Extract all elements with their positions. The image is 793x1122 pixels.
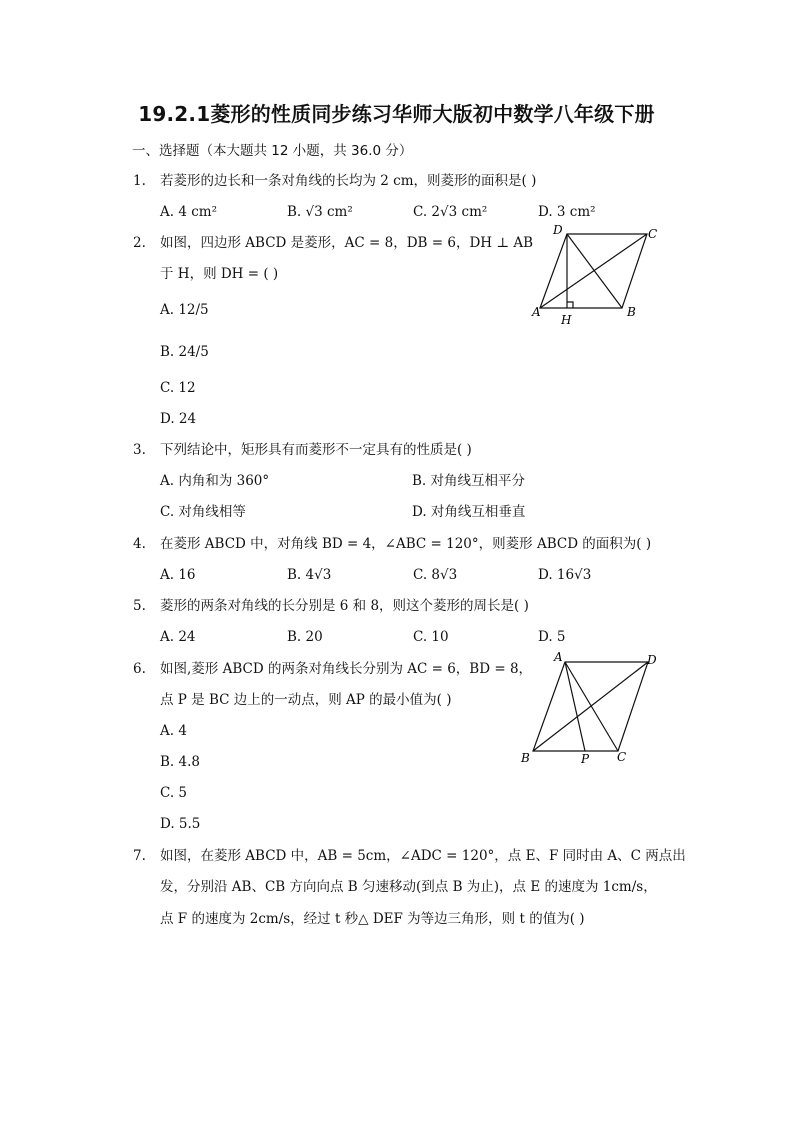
question-stem-line2: 发，分别沿 AB、CB 方向向点 B 匀速移动(到点 B 为止)，点 E 的速度为 1cm/s， bbox=[160, 879, 657, 895]
label-c: C bbox=[648, 227, 658, 241]
label-p: P bbox=[581, 752, 590, 766]
question-stem: 在菱形 ABCD 中，对角线 BD = 4，∠ABC = 120°，则菱形 ABCD 的面积为( ) bbox=[160, 536, 652, 552]
label-b: B bbox=[627, 305, 636, 319]
diagonal-bd bbox=[533, 662, 648, 751]
option-c: C. 12 bbox=[160, 380, 196, 396]
question-stem: 菱形的两条对角线的长分别是 6 和 8，则这个菱形的周长是( ) bbox=[160, 598, 529, 614]
label-h: H bbox=[561, 313, 572, 327]
option-b: B. 对角线互相平分 bbox=[412, 473, 526, 489]
question-stem-line2: 于 H，则 DH = ( ) bbox=[160, 266, 279, 282]
option-d: D. 3 cm² bbox=[538, 204, 596, 220]
option-d: D. 16√3 bbox=[538, 567, 592, 583]
option-c: C. 8√3 bbox=[413, 567, 458, 583]
label-b: B bbox=[521, 751, 530, 765]
diagonal-ac bbox=[565, 662, 618, 751]
section-heading: 一、选择题（本大题共 12 小题，共 36.0 分） bbox=[132, 143, 413, 159]
question-number: 2. bbox=[133, 235, 146, 251]
diagonal-ac bbox=[540, 234, 647, 308]
option-a: A. 4 cm² bbox=[160, 204, 217, 220]
rhombus-figure-q2 bbox=[528, 222, 668, 327]
right-angle-mark bbox=[567, 302, 573, 308]
question-number: 6. bbox=[133, 661, 146, 677]
segment-ap bbox=[565, 662, 585, 751]
question-stem-line1: 如图,菱形 ABCD 的两条对角线长分别为 AC = 6，BD = 8， bbox=[160, 661, 533, 677]
option-d: D. 5.5 bbox=[160, 816, 201, 832]
question-stem-line1: 如图，在菱形 ABCD 中，AB = 5cm，∠ADC = 120°，点 E、F 同时由 A、C 两点出 bbox=[160, 848, 686, 864]
label-a: A bbox=[532, 305, 541, 319]
diagonal-db bbox=[567, 234, 622, 308]
option-a: A. 内角和为 360° bbox=[160, 473, 270, 489]
question-number: 3. bbox=[133, 442, 146, 458]
question-number: 5. bbox=[133, 598, 146, 614]
label-d: D bbox=[553, 223, 563, 237]
option-a: A. 12/5 bbox=[160, 302, 209, 318]
question-number: 7. bbox=[133, 848, 146, 864]
option-b: B. √3 cm² bbox=[287, 204, 353, 220]
page-title: 19.2.1菱形的性质同步练习华师大版初中数学八年级下册 bbox=[138, 102, 655, 126]
label-a: A bbox=[554, 650, 563, 664]
option-b: B. 20 bbox=[287, 629, 323, 645]
option-b: B. 4√3 bbox=[287, 567, 332, 583]
question-stem: 若菱形的边长和一条对角线的长均为 2 cm，则菱形的面积是( ) bbox=[160, 173, 537, 189]
question-number: 4. bbox=[133, 536, 146, 552]
option-a: A. 16 bbox=[160, 567, 196, 583]
option-b: B. 4.8 bbox=[160, 754, 200, 770]
question-stem-line3: 点 F 的速度为 2cm/s，经过 t 秒△ DEF 为等边三角形，则 t 的值为( ) bbox=[160, 911, 585, 927]
question-stem: 下列结论中，矩形具有而菱形不一定具有的性质是( ) bbox=[160, 442, 472, 458]
label-d: D bbox=[647, 653, 657, 667]
option-c: C. 对角线相等 bbox=[160, 504, 246, 520]
option-a: A. 24 bbox=[160, 629, 196, 645]
option-d: D. 对角线互相垂直 bbox=[412, 504, 526, 520]
option-d: D. 5 bbox=[538, 629, 566, 645]
option-b: B. 24/5 bbox=[160, 344, 209, 360]
label-c: C bbox=[617, 750, 627, 764]
option-c: C. 2√3 cm² bbox=[413, 204, 488, 220]
option-a: A. 4 bbox=[160, 723, 187, 739]
question-number: 1. bbox=[133, 173, 146, 189]
question-stem-line2: 点 P 是 BC 边上的一动点，则 AP 的最小值为( ) bbox=[160, 692, 452, 708]
question-stem-line1: 如图，四边形 ABCD 是菱形，AC = 8，DB = 6，DH ⊥ AB bbox=[160, 235, 533, 251]
option-d: D. 24 bbox=[160, 411, 197, 427]
rhombus-figure-q6 bbox=[515, 648, 665, 770]
option-c: C. 5 bbox=[160, 785, 188, 801]
option-c: C. 10 bbox=[413, 629, 449, 645]
